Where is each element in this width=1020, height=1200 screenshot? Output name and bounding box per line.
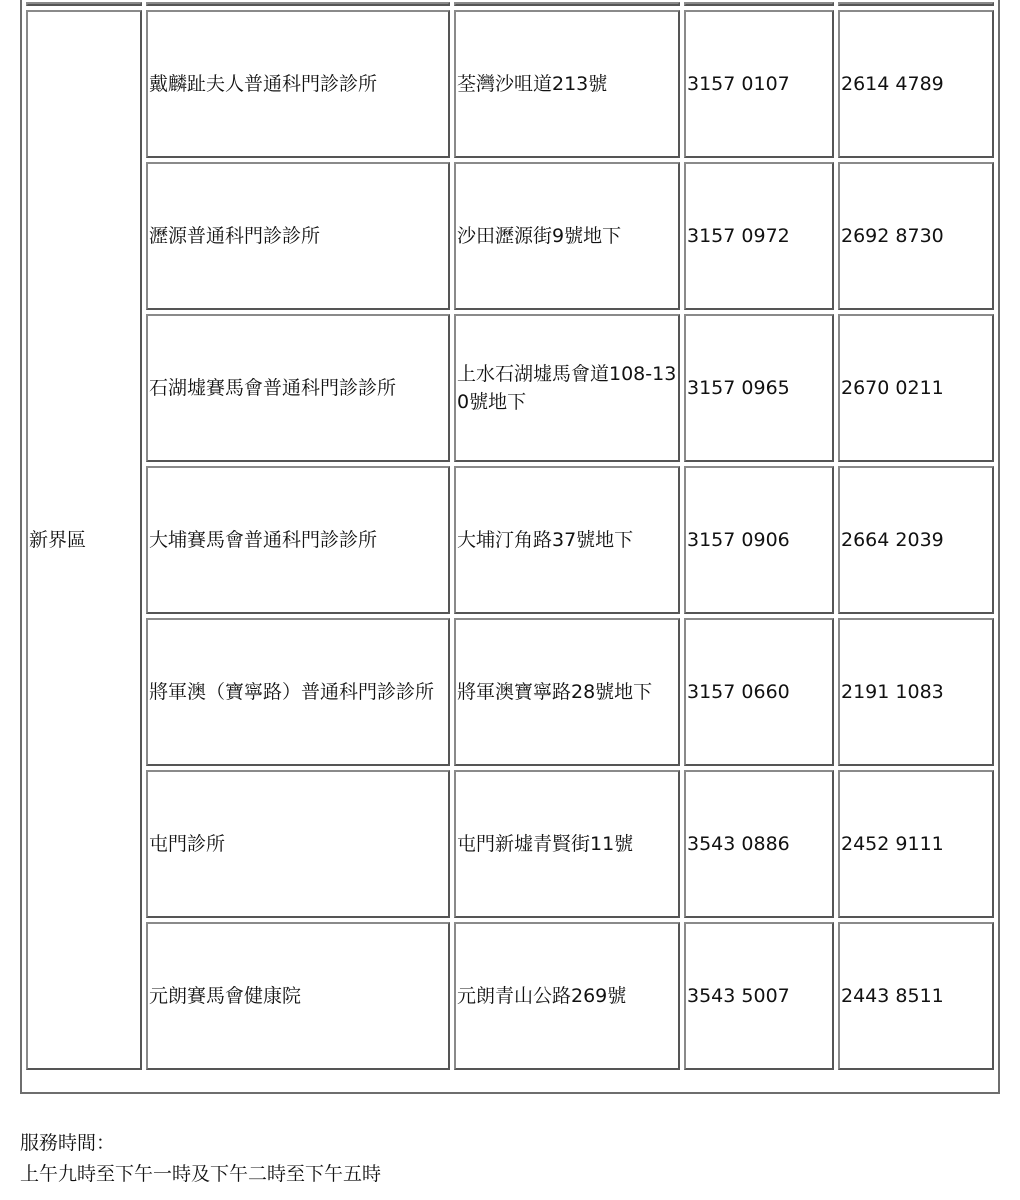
fax-cell: 2191 1083 <box>838 618 994 766</box>
clinic-name-cell: 戴麟趾夫人普通科門診診所 <box>146 10 450 158</box>
clinic-name-cell-partial <box>146 2 450 6</box>
clinic-name-cell: 屯門診所 <box>146 770 450 918</box>
phone-cell: 3543 0886 <box>684 770 834 918</box>
phone-cell: 3157 0965 <box>684 314 834 462</box>
fax-cell: 2452 9111 <box>838 770 994 918</box>
service-hours-label: 服務時間： <box>20 1132 116 1154</box>
clinic-table-container <box>20 0 1000 1094</box>
address-cell: 大埔汀角路37號地下 <box>454 466 680 614</box>
service-hours <box>20 1128 381 1190</box>
phone-cell-partial <box>684 2 834 6</box>
clinic-table <box>22 0 998 1074</box>
phone-cell: 3157 0972 <box>684 162 834 310</box>
address-cell: 沙田瀝源街9號地下 <box>454 162 680 310</box>
table-row <box>26 10 994 158</box>
fax-cell: 2443 8511 <box>838 922 994 1070</box>
address-cell: 屯門新墟青賢街11號 <box>454 770 680 918</box>
clinic-name-cell: 大埔賽馬會普通科門診診所 <box>146 466 450 614</box>
table-row <box>26 466 994 614</box>
phone-cell: 3157 0906 <box>684 466 834 614</box>
clinic-name-cell: 瀝源普通科門診診所 <box>146 162 450 310</box>
phone-cell: 3157 0660 <box>684 618 834 766</box>
phone-cell: 3543 5007 <box>684 922 834 1070</box>
region-cell-partial <box>26 2 142 6</box>
clinic-name-cell: 石湖墟賽馬會普通科門診診所 <box>146 314 450 462</box>
fax-cell: 2670 0211 <box>838 314 994 462</box>
table-row-partial <box>26 2 994 6</box>
table-row <box>26 770 994 918</box>
phone-cell: 3157 0107 <box>684 10 834 158</box>
address-cell-partial <box>454 2 680 6</box>
table-row <box>26 922 994 1070</box>
address-cell: 荃灣沙咀道213號 <box>454 10 680 158</box>
table-row <box>26 162 994 310</box>
region-cell: 新界區 <box>26 10 142 1070</box>
clinic-name-cell: 將軍澳（寶寧路）普通科門診診所 <box>146 618 450 766</box>
address-cell: 上水石湖墟馬會道108-130號地下 <box>454 314 680 462</box>
fax-cell: 2614 4789 <box>838 10 994 158</box>
address-cell: 元朗青山公路269號 <box>454 922 680 1070</box>
fax-cell-partial <box>838 2 994 6</box>
table-row <box>26 314 994 462</box>
service-hours-text: 上午九時至下午一時及下午二時至下午五時 <box>20 1163 382 1185</box>
fax-cell: 2692 8730 <box>838 162 994 310</box>
clinic-name-cell: 元朗賽馬會健康院 <box>146 922 450 1070</box>
table-row <box>26 618 994 766</box>
fax-cell: 2664 2039 <box>838 466 994 614</box>
address-cell: 將軍澳寶寧路28號地下 <box>454 618 680 766</box>
